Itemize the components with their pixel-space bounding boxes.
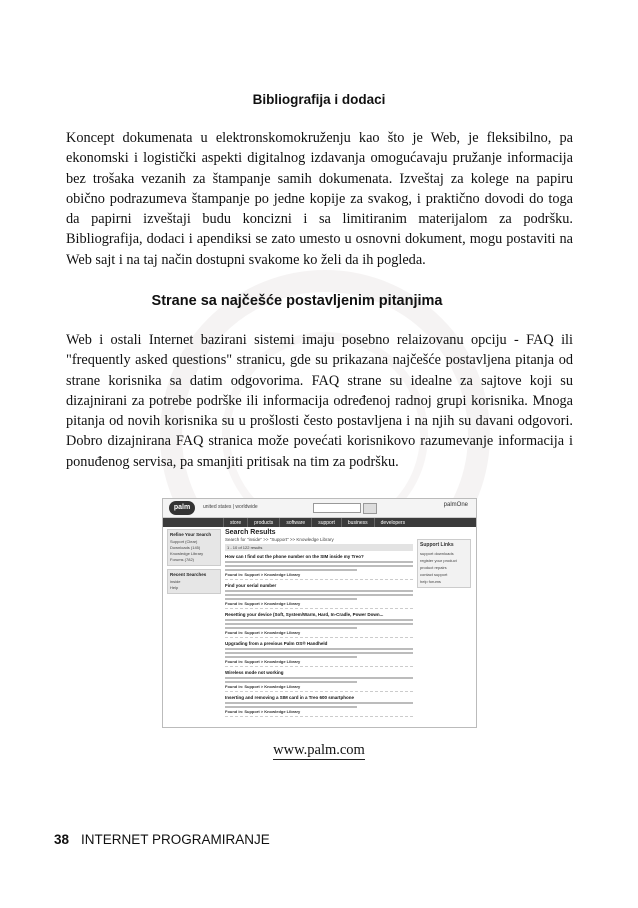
result-item: [225, 612, 413, 638]
nav-store: store: [223, 518, 247, 527]
nav-developers: developers: [374, 518, 411, 527]
result-found-in: Found in: Support > Knowledge Library: [225, 659, 301, 664]
refine-item: Forums (782): [170, 557, 195, 562]
result-found-in: Found in: Support > Knowledge Library: [225, 630, 301, 635]
page-number: 38: [54, 832, 70, 847]
section-heading: Bibliografija i dodaci: [252, 92, 386, 107]
nav-support: support: [311, 518, 341, 527]
site-search-button: [363, 503, 377, 514]
result-found-in: Found in: Support > Knowledge Library: [225, 709, 301, 714]
refine-title: Refine Your Search: [170, 532, 212, 537]
support-link: contact support: [420, 572, 448, 577]
site-header: [163, 499, 476, 518]
figure-caption: [0, 742, 638, 759]
caption-link[interactable]: www.palm.com: [273, 742, 365, 758]
support-link: support downloads: [420, 551, 454, 556]
result-item: [225, 695, 413, 717]
support-link: register your product: [420, 558, 457, 563]
palmone-logo: palmOne: [443, 502, 468, 508]
palm-website-screenshot: [162, 498, 477, 728]
result-title: Find your serial number: [225, 583, 277, 588]
result-title: Resetting your device (Soft, System/Warm, Hard, In-Cradle, Power Down...: [225, 612, 384, 617]
result-title: Upgrading from a previous Palm OS® Handheld: [225, 641, 328, 646]
result-title: Wireless mode not working: [225, 670, 284, 675]
result-found-in: Found in: Support > Knowledge Library: [225, 572, 301, 577]
nav-products: products: [247, 518, 279, 527]
refine-item: Support (Clear): [170, 539, 198, 544]
paragraph-faq: Web i ostali Internet bazirani sistemi imaju posebno relaizovanu opciju - FAQ ili "frequently asked questions" stranicu, gde su prikazana najčešće postavljena pitanja od strane korisnika sa datim odgovorima. FAQ strane su idealne za sajtove koji su dizajnirani za potrebe podrške ili informacija određenoj radnoj grupi korisnika. Mnoga pitanja od novih korisnika su u prošlosti često postavljena i na njih su davani odgovori. Dobro dizajnirana FAQ stranica može povećati korisnikovo razumevanje informacija i ponuđenog servisa, pa smanjiti pritisak na tim za podršku.: [66, 332, 573, 470]
recent-item: inside: [170, 579, 181, 584]
site-search-input: [313, 503, 361, 513]
support-links-title: Support Links: [420, 542, 454, 548]
results-title: Search Results: [225, 529, 276, 536]
site-nav: [163, 518, 476, 527]
recent-title: Recent Searches: [170, 572, 207, 577]
region-links: united states | worldwide: [203, 504, 258, 510]
refine-item: Downloads (145): [170, 545, 201, 550]
results-query: Search for "inside" >> "Support" >> Knowledge Library: [225, 537, 334, 542]
search-results: [225, 529, 413, 717]
result-item: [225, 641, 413, 667]
results-range: 1 - 10 of 122 results: [225, 544, 413, 551]
book-title: INTERNET PROGRAMIRANJE: [81, 832, 270, 847]
nav-software: software: [279, 518, 311, 527]
support-link: product repairs: [420, 565, 447, 570]
result-title: Inserting and removing a SIM card in a Treo 600 smartphone: [225, 695, 355, 700]
refine-sidebar: [167, 529, 221, 719]
refine-item: Knowledge Library: [170, 551, 204, 556]
paragraph-bibliography: Koncept dokumenata u elektronskomokruženju kao što je Web, je fleksibilno, pa ekonomski i logistički aspekti digitalnog izdavanja omogućavaju pružanje informacija bez trošaka vezanih za štampanje samih dokumenata. Izveštaj za kolege na papiru obično podrazumeva štampanje po jedne kopije za svakog, i praktično dovodi do toga da papirni izveštaji budu koncizni i sa limitiranim materijalom za podršku. Bibliografija, dodaci i apendiksi se zato umesto u osnovni dokument, mogu postaviti na Web sajt i na taj način dostupni svakome ko želi da ih pogleda.: [66, 130, 573, 268]
result-item: [225, 670, 413, 692]
recent-item: Help: [170, 585, 179, 590]
recent-searches-box: [167, 569, 221, 594]
faq-heading: Strane sa najčešće postavljenim pitanjima: [151, 293, 443, 309]
support-link: help forums: [420, 579, 441, 584]
page-footer: [54, 832, 270, 847]
result-item: [225, 583, 413, 609]
result-title: How can I find out the phone number on the SIM inside my Treo?: [225, 554, 364, 559]
result-item: [225, 554, 413, 580]
result-found-in: Found in: Support > Knowledge Library: [225, 684, 301, 689]
result-found-in: Found in: Support > Knowledge Library: [225, 601, 301, 606]
nav-business: business: [341, 518, 374, 527]
refine-box: [167, 529, 221, 566]
support-links-box: [417, 539, 471, 588]
palm-logo: palm: [169, 501, 195, 515]
